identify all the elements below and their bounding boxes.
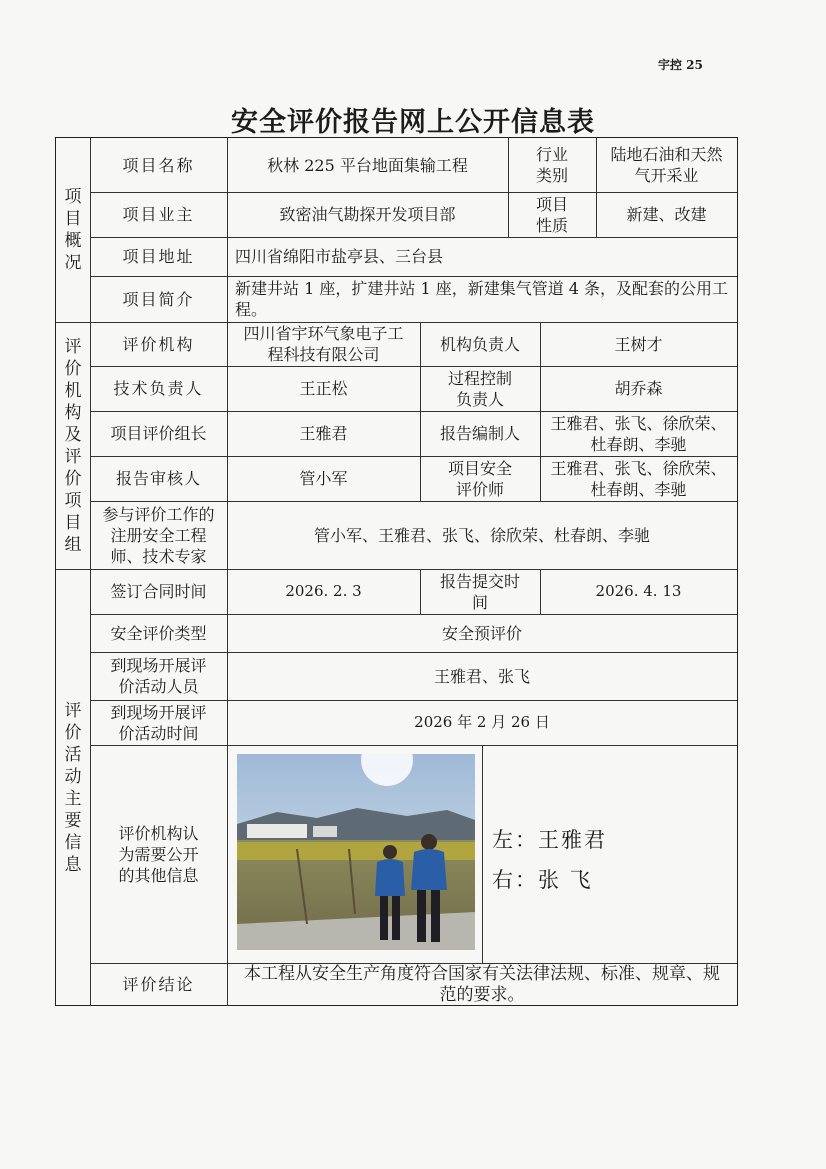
section-activity: 评价活动主要信息 <box>64 700 82 875</box>
photo-caption-right: 右：张 飞 <box>492 868 593 892</box>
brief-label: 项目简介 <box>122 289 195 309</box>
photo-caption-left: 左：王雅君 <box>492 828 607 852</box>
reviewer-label: 报告审核人 <box>115 469 201 488</box>
tech-head-label: 技术负责人 <box>113 379 204 398</box>
conclusion-value: 本工程从安全生产角度符合国家有关法律法规、标准、规章、规范的要求。 <box>244 963 720 1005</box>
eval-type-value: 安全预评价 <box>441 623 522 643</box>
project-owner-value: 致密油气勘探开发项目部 <box>279 205 456 224</box>
address-value: 四川省绵阳市盐亭县、三台县 <box>235 247 444 266</box>
industry-value: 陆地石油和天然气开采业 <box>610 145 723 185</box>
other-info-label: 评价机构认为需要公开的其他信息 <box>118 823 199 885</box>
process-control-value: 胡乔森 <box>614 379 663 398</box>
onsite-time-value: 2026 年 2 月 26 日 <box>414 713 550 731</box>
submit-date-label: 报告提交时间 <box>440 571 521 612</box>
document-code: 宇控 25 <box>658 58 703 72</box>
nature-value: 新建、改建 <box>626 205 707 224</box>
section-overview: 项目概况 <box>64 187 82 273</box>
contract-date-value: 2026. 2. 3 <box>285 582 362 600</box>
experts-label: 参与评价工作的注册安全工程师、技术专家 <box>102 504 215 566</box>
report-writer-label: 报告编制人 <box>439 424 520 443</box>
assessor-label: 项目安全评价师 <box>447 458 512 499</box>
team-leader-label: 项目评价组长 <box>110 424 207 443</box>
conclusion-label: 评价结论 <box>122 975 195 994</box>
reviewer-value: 管小军 <box>299 469 348 488</box>
onsite-time-label: 到现场开展评价活动时间 <box>110 702 207 743</box>
contract-date-label: 签订合同时间 <box>110 582 207 601</box>
assessor-value: 王雅君、张飞、徐欣荣、杜春朗、李驰 <box>550 458 727 499</box>
process-control-label: 过程控制负责人 <box>447 368 512 409</box>
section-org: 评价机构及评价项目组 <box>64 336 82 555</box>
address-label: 项目地址 <box>122 247 195 266</box>
agency-label: 评价机构 <box>122 334 195 354</box>
nature-label: 项目性质 <box>535 194 568 235</box>
onsite-staff-label: 到现场开展评价活动人员 <box>110 656 207 696</box>
submit-date-value: 2026. 4. 13 <box>595 582 682 600</box>
project-owner-label: 项目业主 <box>122 205 195 224</box>
agency-value: 四川省宇环气象电子工程科技有限公司 <box>243 324 404 364</box>
onsite-staff-value: 王雅君、张飞 <box>433 666 530 686</box>
site-photo <box>237 754 475 950</box>
page-title: 安全评价报告网上公开信息表 <box>231 107 595 138</box>
eval-type-label: 安全评价类型 <box>110 623 207 643</box>
industry-label: 行业类别 <box>535 145 568 185</box>
agency-head-value: 王树才 <box>614 334 663 354</box>
project-name-value: 秋林 225 平台地面集输工程 <box>267 155 468 175</box>
report-writer-value: 王雅君、张飞、徐欣荣、杜春朗、李驰 <box>550 413 727 454</box>
agency-head-label: 机构负责人 <box>439 334 520 354</box>
tech-head-value: 王正松 <box>299 379 348 398</box>
team-leader-value: 王雅君 <box>299 424 348 443</box>
experts-value: 管小军、王雅君、张飞、徐欣荣、杜春朗、李驰 <box>313 525 650 545</box>
brief-value: 新建井站 1 座，扩建井站 1 座，新建集气管道 4 条，及配套的公用工程。 <box>235 279 729 319</box>
project-name-label: 项目名称 <box>122 155 195 175</box>
site-photo-image <box>237 754 475 950</box>
